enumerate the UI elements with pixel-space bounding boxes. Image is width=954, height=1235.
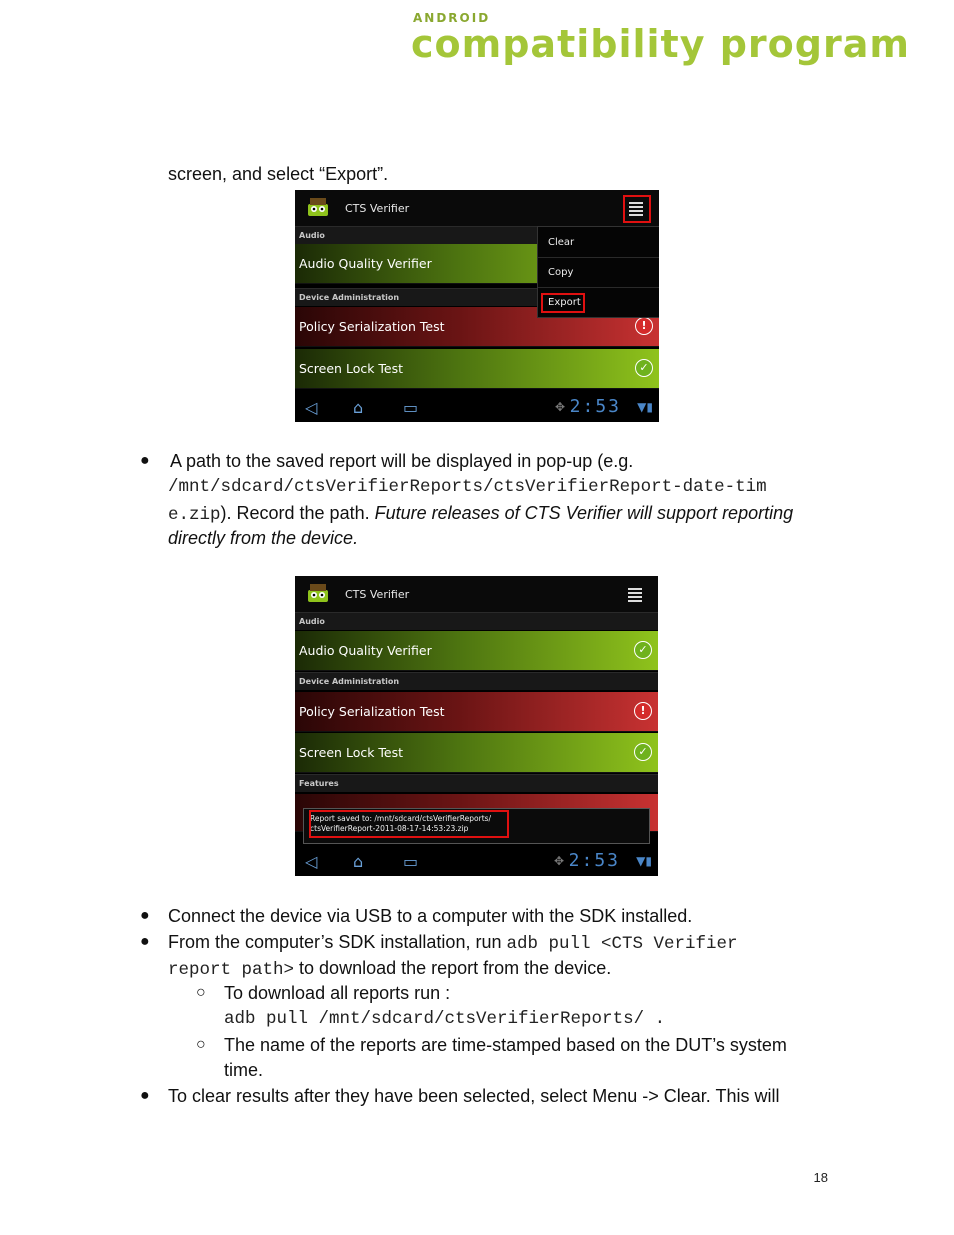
sub-bullet-download-all: To download all reports run : [224, 983, 451, 1003]
bullet1-path-line2: e.zip [168, 505, 221, 525]
bullet-dot: ● [140, 452, 150, 469]
status-clock: 2:53 [568, 850, 620, 871]
compatibility-program-logo: compatibility program [411, 22, 910, 66]
export-highlight-box [541, 293, 585, 313]
recent-apps-icon[interactable]: ▭ [403, 398, 419, 417]
cts-verifier-app-icon [305, 582, 331, 604]
home-icon[interactable]: ⌂ [353, 398, 364, 417]
run-command-a: adb pull <CTS Verifier [506, 934, 738, 954]
screenshot-report-saved [295, 576, 658, 876]
test-row-screen-lock[interactable] [295, 733, 658, 773]
section-header-audio: Audio [295, 612, 658, 630]
bullet1-italic-a: Future releases of CTS Verifier will support reporting [374, 503, 794, 523]
fail-icon: ! [635, 317, 653, 335]
bullet-run-line1 [168, 930, 738, 957]
test-row-policy-serialization[interactable] [295, 692, 658, 732]
home-icon[interactable]: ⌂ [353, 852, 364, 871]
recent-apps-icon[interactable]: ▭ [403, 852, 419, 871]
section-header-features: Features [295, 774, 658, 792]
bullet1-record-text: ). Record the path. [220, 503, 375, 523]
bullet-dot: ● [140, 907, 150, 924]
screenshot-menu-export [295, 190, 659, 422]
run-command-b: report path> [168, 960, 295, 980]
bullet-clear: To clear results after they have been selected, select Menu -> Clear. This will [168, 1086, 780, 1106]
section-header-device-admin: Device Administration [295, 288, 659, 306]
bullet-connect: Connect the device via USB to a computer with the SDK installed. [168, 906, 693, 926]
toast-line-1: Report saved to: /mnt/sdcard/ctsVerifierReports/ [310, 814, 492, 823]
row-label: Policy Serialization Test [299, 319, 445, 334]
sub-bullet-timestamp-line1: The name of the reports are time-stamped based on the DUT’s system [224, 1035, 787, 1055]
toast-line-2: ctsVerifierReport-2011-08-17-14:53:23.zip [310, 824, 469, 833]
section-header-device-admin: Device Administration [295, 672, 658, 690]
bullet-run-line2 [168, 956, 611, 983]
page-number: 18 [813, 1170, 828, 1185]
bullet1-path-line1: /mnt/sdcard/ctsVerifierReports/ctsVerifierReport-date-tim [168, 477, 767, 497]
row-label: Policy Serialization Test [299, 704, 445, 719]
action-bar [295, 576, 658, 612]
row-label: Screen Lock Test [299, 361, 404, 376]
app-title: CTS Verifier [345, 202, 410, 215]
bullet1-line4 [168, 526, 358, 551]
signal-battery-icon: ▼▮ [637, 400, 653, 414]
menu-item-export[interactable]: Export [548, 297, 581, 308]
usb-debug-icon: ✥ [554, 400, 565, 414]
signal-battery-icon: ▼▮ [636, 854, 652, 868]
pass-icon: ✓ [634, 641, 652, 659]
overflow-menu-icon[interactable] [628, 588, 642, 604]
sub-bullet-timestamp-line2: time. [224, 1060, 264, 1080]
back-icon[interactable]: ◁ [305, 398, 318, 417]
bullet-dot: ● [140, 933, 150, 950]
test-row-screen-lock[interactable] [295, 349, 659, 389]
fail-icon: ! [634, 702, 652, 720]
menu-item-copy[interactable]: Copy [548, 267, 574, 278]
bullet1-line1: A path to the saved report will be displayed in pop-up (e.g. [170, 451, 634, 471]
status-clock: 2:53 [569, 396, 621, 417]
menu-highlight-box [623, 195, 651, 223]
bullet-dot: ● [140, 1087, 150, 1104]
sub-bullet: ○ [196, 1036, 206, 1053]
bullet1-line3 [168, 501, 793, 528]
system-nav-bar [295, 392, 659, 422]
sub-bullet: ○ [196, 984, 206, 1001]
download-all-command: adb pull /mnt/sdcard/ctsVerifierReports/ . [224, 1009, 666, 1029]
app-title: CTS Verifier [345, 588, 410, 601]
usb-debug-icon: ✥ [553, 854, 564, 868]
row-label: Screen Lock Test [299, 745, 404, 760]
row-label: Audio Quality Verifier [299, 256, 432, 271]
run-text-b: to download the report from the device. [294, 958, 612, 978]
android-logo-text: ANDROID [413, 11, 491, 25]
pass-icon: ✓ [635, 359, 653, 377]
back-icon[interactable]: ◁ [305, 852, 318, 871]
path-highlight-box [309, 810, 509, 838]
pass-icon: ✓ [634, 743, 652, 761]
system-nav-bar [295, 846, 658, 876]
menu-item-clear[interactable]: Clear [548, 237, 575, 248]
cts-verifier-app-icon [305, 196, 331, 218]
row-label: Audio Quality Verifier [299, 643, 432, 658]
section-header-audio: Audio [295, 226, 659, 244]
intro-line: screen, and select “Export”. [168, 164, 389, 184]
action-bar [295, 190, 659, 226]
test-row-audio-quality[interactable] [295, 631, 658, 671]
run-text-a: From the computer’s SDK installation, run [168, 932, 507, 952]
bullet1-italic-b: directly from the device. [168, 528, 359, 548]
